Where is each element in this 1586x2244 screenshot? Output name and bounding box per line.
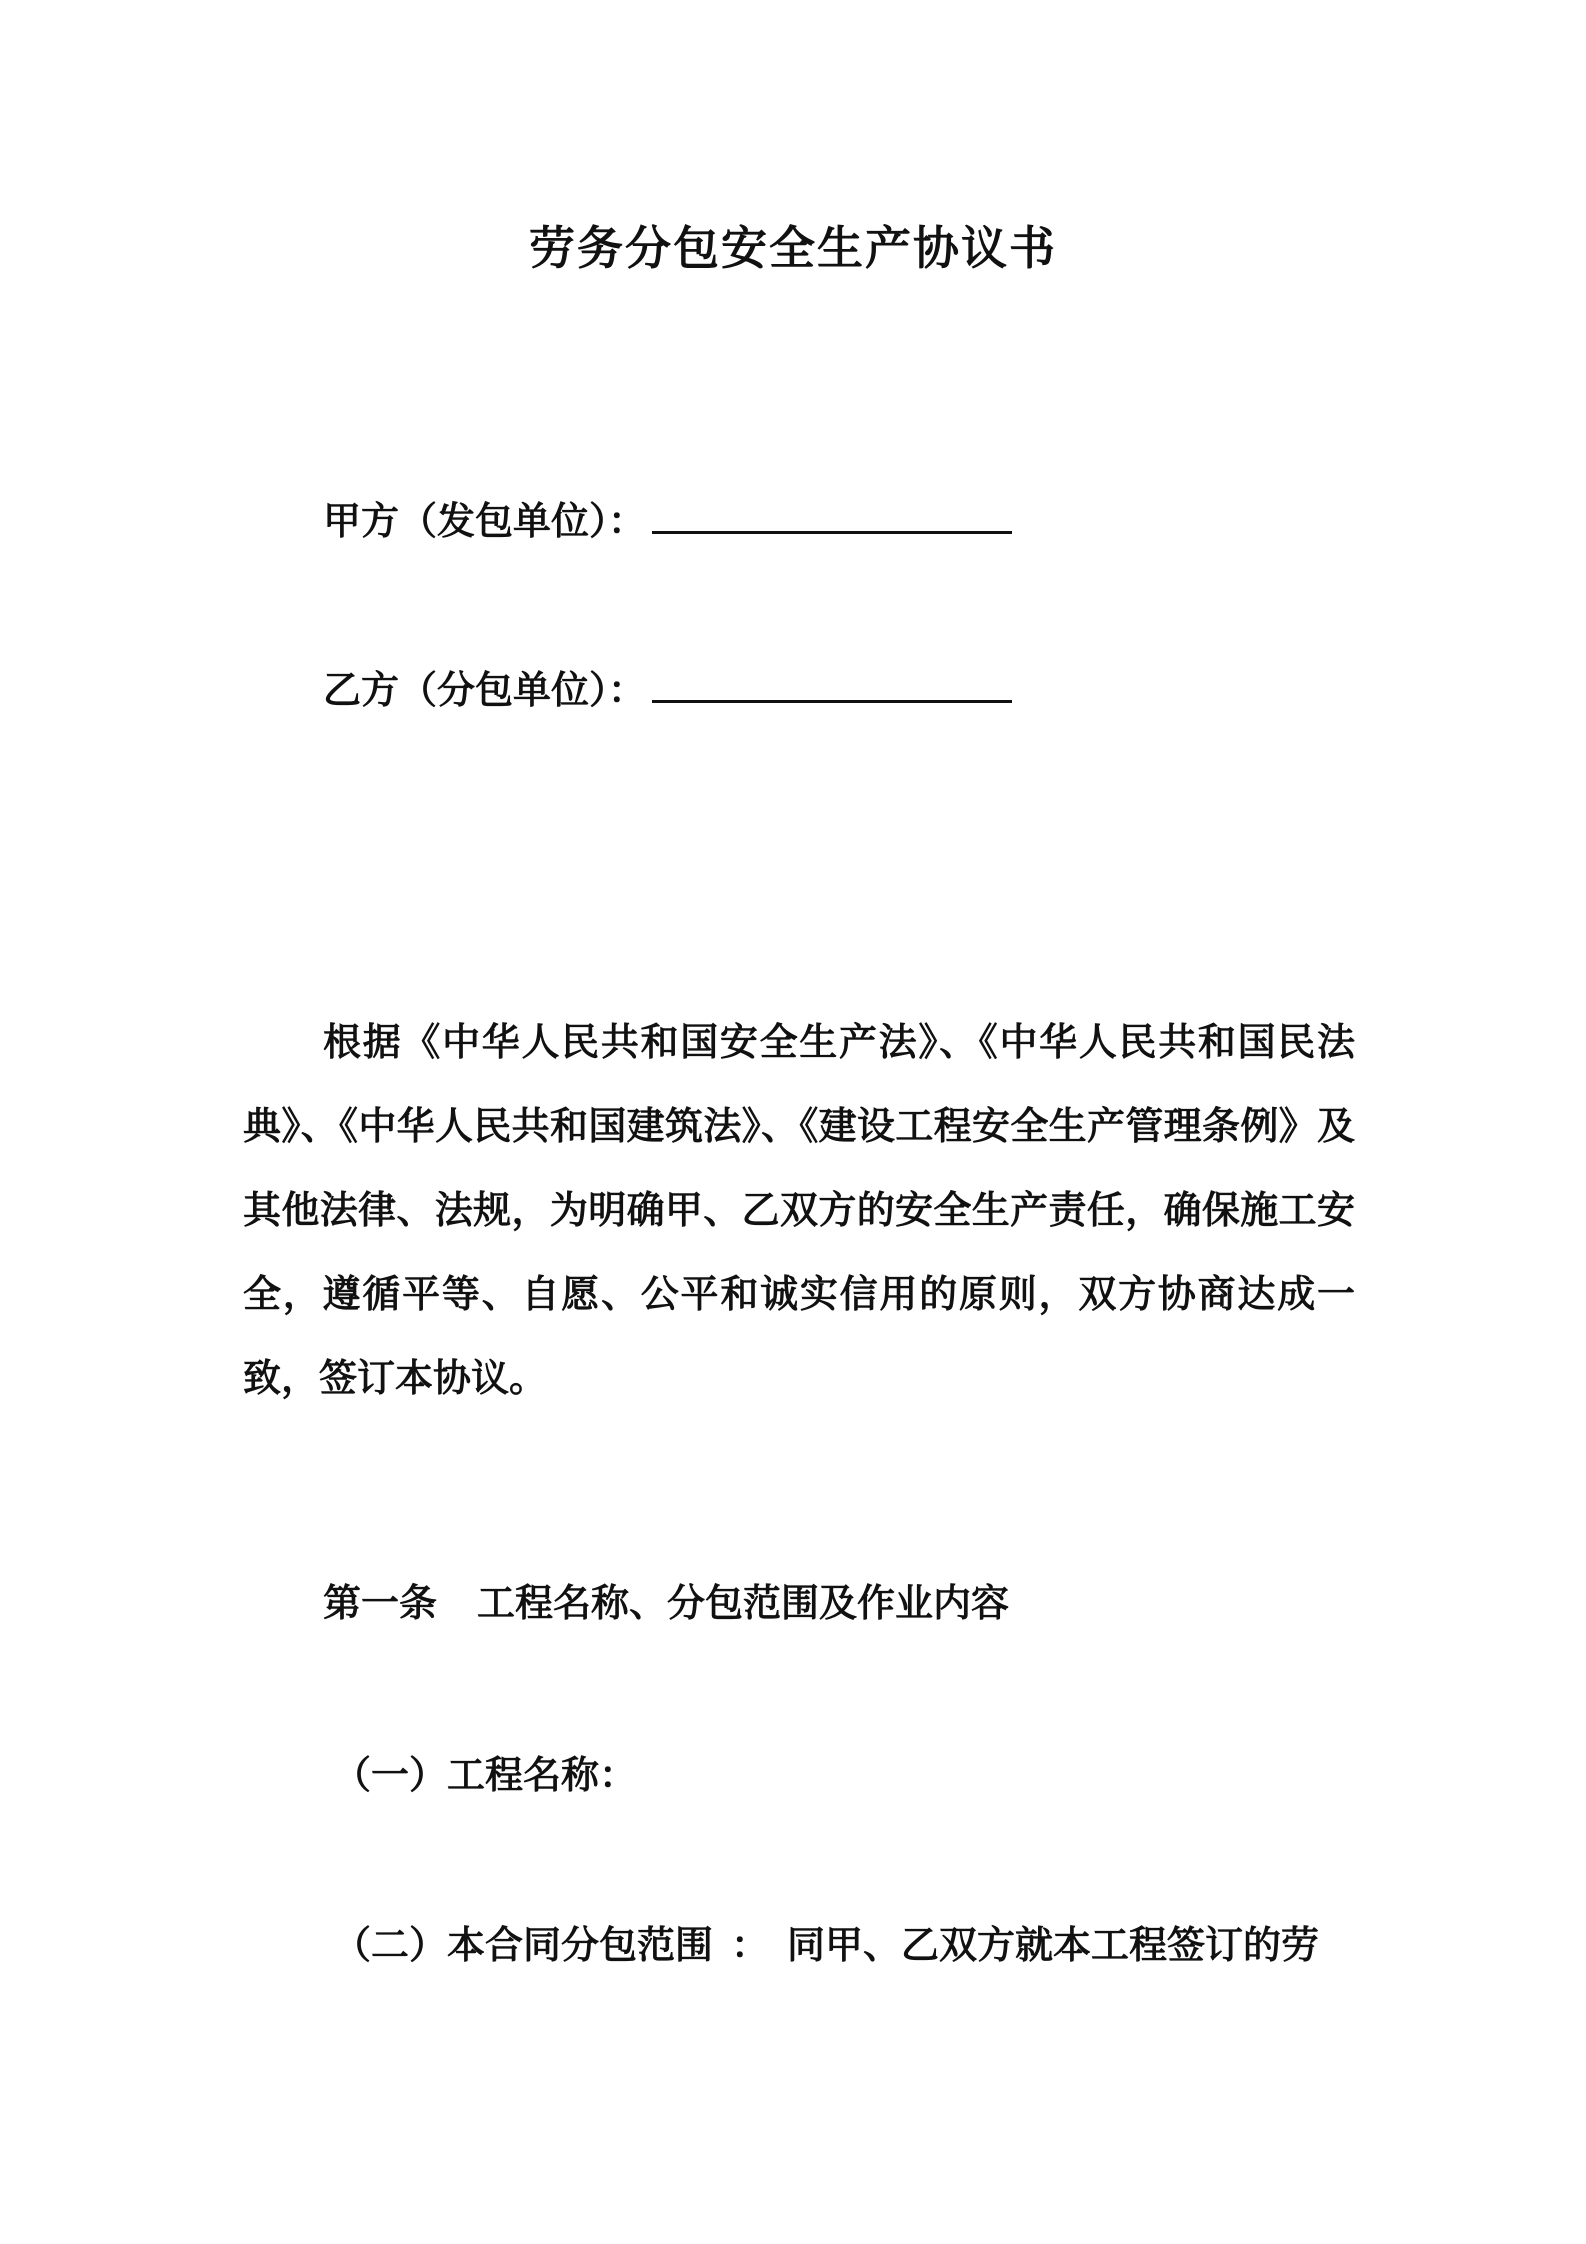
article-1-heading (323, 1578, 1009, 1628)
item-1-project-name (333, 1750, 637, 1800)
item-2-subcontract-scope (333, 1920, 1355, 1970)
document-title: 劳务分包安全生产协议书 (529, 221, 1057, 275)
article-1-number: 第一条 (323, 1581, 438, 1625)
party-b-blank-field[interactable] (652, 678, 1012, 703)
item-2-label: （二）本合同分包范围 (333, 1923, 714, 1967)
party-b-label: 乙方（分包单位）： (323, 668, 647, 712)
item-2-colon: ： (731, 1923, 770, 1967)
party-a-blank-field[interactable] (652, 509, 1012, 534)
party-a-label: 甲方（发包单位）： (323, 499, 647, 543)
item-2-text: 同甲、乙双方就本工程签订的劳 (787, 1923, 1320, 1967)
preamble-paragraph: 根据《中华人民共和国安全生产法》、《中华人民共和国民法典》、《中华人民共和国建筑法》、《建设工程安全生产管理条例》及其他法律、法规，为明确甲、乙双方的安全生产责任，确保施工安全，遵循平等、自愿、公平和诚实信用的原则，双方协商达成一致，签订本协议。 (243, 1020, 1355, 1400)
article-1-title: 工程名称、分包范围及作业内容 (477, 1581, 1010, 1625)
party-b-line (323, 665, 1012, 715)
party-a-line (323, 496, 1012, 546)
item-1-label: （一）工程名称： (333, 1753, 638, 1797)
